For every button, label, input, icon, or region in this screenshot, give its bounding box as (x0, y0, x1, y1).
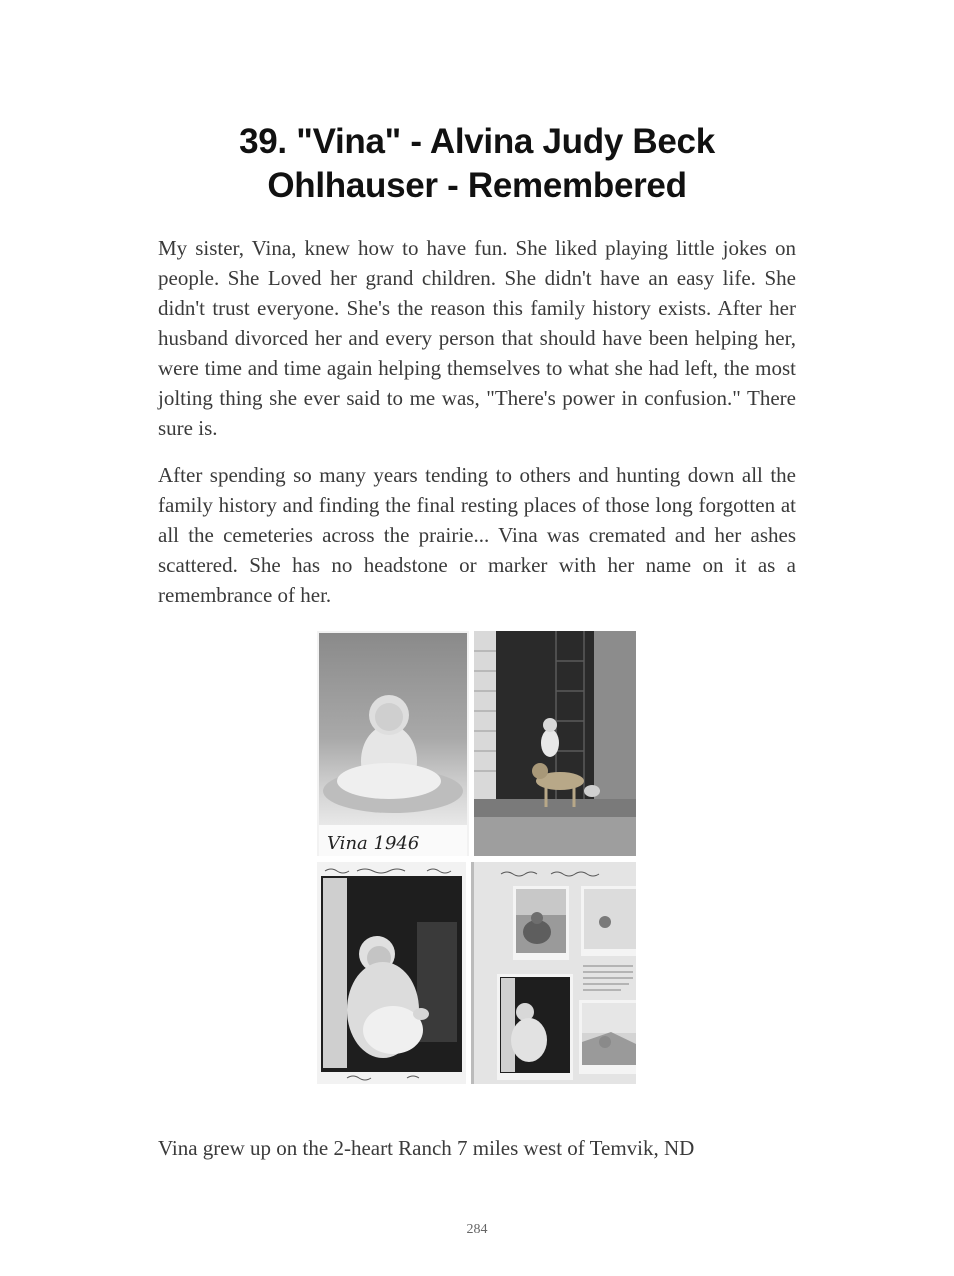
photo-child-with-dog (474, 631, 636, 856)
paragraph-2: After spending so many years tending to others and hunting down all the family history and finding the final resting places of those long forgotten at all the cemeteries across the prairie... Vina was cremated and her ashes scattered. She has no headstone or marker with her name on it as a remembrance of her. (158, 463, 796, 607)
caption: Vina grew up on the 2-heart Ranch 7 miles west of Temvik, ND (158, 1136, 695, 1160)
photo-inscription: Vina 1946 (327, 833, 420, 854)
paragraph-1: My sister, Vina, knew how to have fun. She liked playing little jokes on people. She Loved her grand children. She didn't have an easy life. She didn't trust everyone. She's the reason this family history exists. After her husband divorced her and every person that should have been helping her, were time and time again helping themselves to what she had left, the most jolting thing she ever said to me was, "There's power in confusion." There sure is. (158, 236, 796, 440)
title-line-2: Ohlhauser - Remembered (267, 166, 687, 205)
photo-baby-sitting (317, 631, 469, 856)
title-line-1: 39. "Vina" - Alvina Judy Beck (239, 122, 715, 161)
page-title (150, 120, 804, 208)
page-number: 284 (466, 1222, 488, 1237)
photo-baby-in-bonnet (317, 862, 466, 1084)
photo-album-collage (471, 862, 636, 1084)
